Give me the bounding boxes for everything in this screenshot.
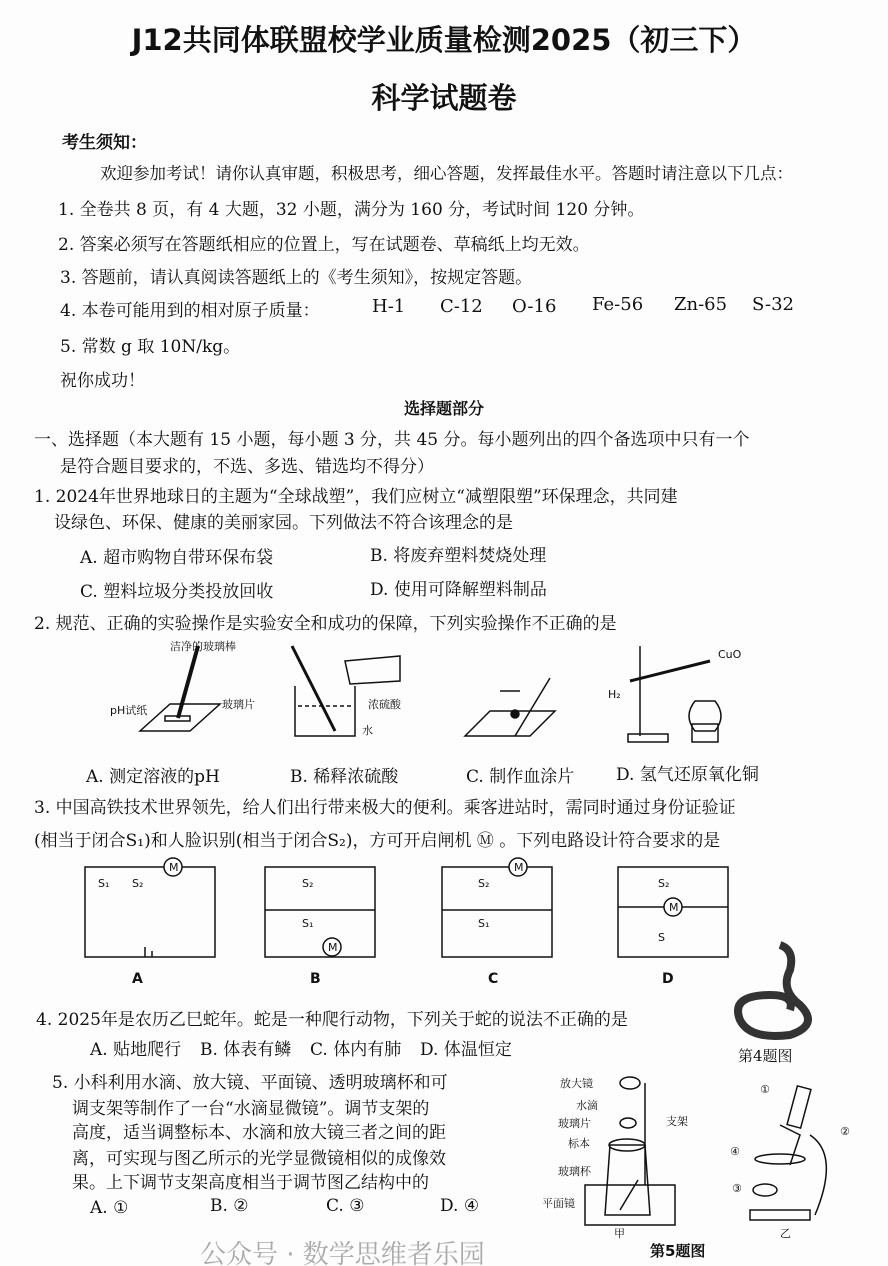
q2-option-d[interactable]: D. 氢气还原氧化铜 bbox=[616, 765, 759, 785]
atomic-mass: Zn-65 bbox=[674, 294, 728, 315]
q5-option-b[interactable]: B. ② bbox=[210, 1196, 249, 1216]
figure-label: M bbox=[669, 901, 679, 914]
question-1-text: 1. 2024年世界地球日的主题为“全球战塑”，我们应树立“减塑限塑”环保理念，共同建 bbox=[34, 487, 678, 507]
figure-label: ② bbox=[840, 1125, 850, 1138]
q4-option-c[interactable]: C. 体内有肺 bbox=[310, 1040, 402, 1060]
figure-label: S₁ bbox=[478, 917, 490, 930]
notice-closing: 祝你成功！ bbox=[60, 371, 145, 391]
figure-label: 乙 bbox=[780, 1227, 791, 1240]
label-acid: 浓硫酸 bbox=[368, 698, 401, 711]
q5-figures bbox=[540, 1065, 888, 1245]
atomic-mass: O-16 bbox=[512, 296, 557, 317]
question-5-text: 调支架等制作了一台“水滴显微镜”。调节支架的 bbox=[72, 1099, 430, 1119]
watermark: 公众号 · 数学思维者乐园 bbox=[200, 1240, 485, 1266]
figure-label: S₂ bbox=[658, 877, 670, 890]
circuit-d-label: D bbox=[662, 971, 674, 987]
notice-heading: 考生须知： bbox=[62, 133, 147, 153]
label-h2: H₂ bbox=[608, 688, 621, 701]
figure-label: S₁ bbox=[302, 917, 314, 930]
question-5-text: 果。上下调节支架高度相当于调节图乙结构中的 bbox=[72, 1173, 429, 1193]
question-5-text: 5. 小科利用水滴、放大镜、平面镜、透明玻璃杯和可 bbox=[52, 1073, 448, 1093]
question-5-text: 离，可实现与图乙所示的光学显微镜相似的成像效 bbox=[72, 1149, 446, 1169]
label-ph: pH试纸 bbox=[110, 704, 148, 717]
q2-option-a[interactable]: A. 测定溶液的pH bbox=[86, 767, 220, 787]
figure-label: M bbox=[328, 941, 338, 954]
label-water: 水 bbox=[362, 724, 373, 737]
figure-label: M bbox=[514, 861, 524, 874]
part-instructions: 是符合题目要求的，不选、多选、错选均不得分） bbox=[60, 457, 434, 477]
figure-label: S bbox=[658, 931, 665, 944]
q1-option-d[interactable]: D. 使用可降解塑料制品 bbox=[370, 580, 547, 600]
figure-label: 水滴 bbox=[576, 1099, 598, 1112]
question-3-text: 3. 中国高铁技术世界领先，给人们出行带来极大的便利。乘客进站时，需同时通过身份证验证 bbox=[34, 798, 736, 818]
q5-option-c[interactable]: C. ③ bbox=[326, 1196, 365, 1216]
figure-label: S₂ bbox=[478, 877, 490, 890]
question-3-text: (相当于闭合S₁)和人脸识别(相当于闭合S₂)，方可开启闸机 Ⓜ 。下列电路设计符合要求的是 bbox=[34, 831, 721, 851]
figure-label: 支架 bbox=[666, 1115, 688, 1128]
circuit-b-label: B bbox=[310, 971, 321, 987]
q4-option-b[interactable]: B. 体表有鳞 bbox=[200, 1040, 292, 1060]
figure-label: M bbox=[169, 861, 179, 874]
circuit-a-label: A bbox=[132, 971, 143, 987]
q4-caption: 第4题图 bbox=[738, 1047, 793, 1065]
q4-option-d[interactable]: D. 体温恒定 bbox=[420, 1040, 512, 1060]
q1-option-c[interactable]: C. 塑料垃圾分类投放回收 bbox=[80, 582, 274, 602]
q1-option-a[interactable]: A. 超市购物自带环保布袋 bbox=[80, 548, 274, 568]
figure-label: 平面镜 bbox=[542, 1197, 575, 1210]
q4-option-a[interactable]: A. 贴地爬行 bbox=[90, 1040, 182, 1060]
exam-subtitle: 科学试题卷 bbox=[371, 81, 517, 115]
section-title: 选择题部分 bbox=[403, 399, 484, 418]
label-glass: 玻璃片 bbox=[222, 698, 255, 711]
q5-option-a[interactable]: A. ① bbox=[90, 1198, 129, 1218]
circuit-c-label: C bbox=[488, 971, 499, 987]
part-instructions: 一、选择题（本大题有 15 小题，每小题 3 分，共 45 分。每小题列出的四个备选项中只有一个 bbox=[34, 430, 750, 450]
q3-circuits bbox=[70, 855, 750, 990]
snake-image bbox=[725, 935, 835, 1040]
figure-label: S₁ bbox=[98, 877, 110, 890]
question-1-text: 设绿色、环保、健康的美丽家园。下列做法不符合该理念的是 bbox=[54, 513, 513, 533]
notice-item: 5. 常数 g 取 10N/kg。 bbox=[60, 337, 241, 357]
q5-option-d[interactable]: D. ④ bbox=[440, 1196, 480, 1216]
question-5-text: 高度，适当调整标本、水滴和放大镜三者之间的距 bbox=[72, 1123, 446, 1143]
exam-title: J12共同体联盟校学业质量检测2025（初三下） bbox=[131, 23, 757, 57]
label-rod: 洁净的玻璃棒 bbox=[170, 640, 236, 653]
figure-label: 甲 bbox=[614, 1227, 625, 1240]
question-2-text: 2. 规范、正确的实验操作是实验安全和成功的保障，下列实验操作不正确的是 bbox=[34, 614, 617, 634]
notice-item: 2. 答案必须写在答题纸相应的位置上，写在试题卷、草稿纸上均无效。 bbox=[58, 235, 590, 255]
notice-item: 3. 答题前，请认真阅读答题纸上的《考生须知》，按规定答题。 bbox=[60, 268, 533, 288]
figure-label: S₂ bbox=[132, 877, 144, 890]
figure-label: ③ bbox=[732, 1182, 742, 1195]
notice-item: 4. 本卷可能用到的相对原子质量： bbox=[60, 301, 320, 321]
atomic-mass: H-1 bbox=[372, 296, 406, 317]
q2-option-c[interactable]: C. 制作血涂片 bbox=[466, 767, 575, 787]
figure-label: S₂ bbox=[302, 877, 314, 890]
atomic-mass: S-32 bbox=[752, 294, 794, 315]
q2-figures bbox=[110, 636, 790, 748]
q1-option-b[interactable]: B. 将废弃塑料焚烧处理 bbox=[370, 546, 547, 566]
figure-label: 玻璃片 bbox=[558, 1117, 591, 1130]
notice-intro: 欢迎参加考试！请你认真审题，积极思考，细心答题，发挥最佳水平。答题时请注意以下几点： bbox=[100, 164, 793, 183]
q5-caption: 第5题图 bbox=[650, 1242, 706, 1260]
figure-label: 标本 bbox=[568, 1137, 590, 1150]
figure-label: ① bbox=[760, 1083, 770, 1096]
question-4-text: 4. 2025年是农历乙巳蛇年。蛇是一种爬行动物，下列关于蛇的说法不正确的是 bbox=[36, 1010, 628, 1030]
notice-item: 1. 全卷共 8 页，有 4 大题，32 小题，满分为 160 分，考试时间 120 分钟。 bbox=[58, 200, 645, 220]
figure-label: 放大镜 bbox=[560, 1077, 593, 1090]
q2-option-b[interactable]: B. 稀释浓硫酸 bbox=[290, 767, 399, 787]
label-cuo: CuO bbox=[718, 648, 742, 661]
figure-label: ④ bbox=[730, 1145, 740, 1158]
atomic-mass: C-12 bbox=[440, 296, 483, 317]
atomic-mass: Fe-56 bbox=[592, 294, 644, 315]
figure-label: 玻璃杯 bbox=[558, 1165, 591, 1178]
